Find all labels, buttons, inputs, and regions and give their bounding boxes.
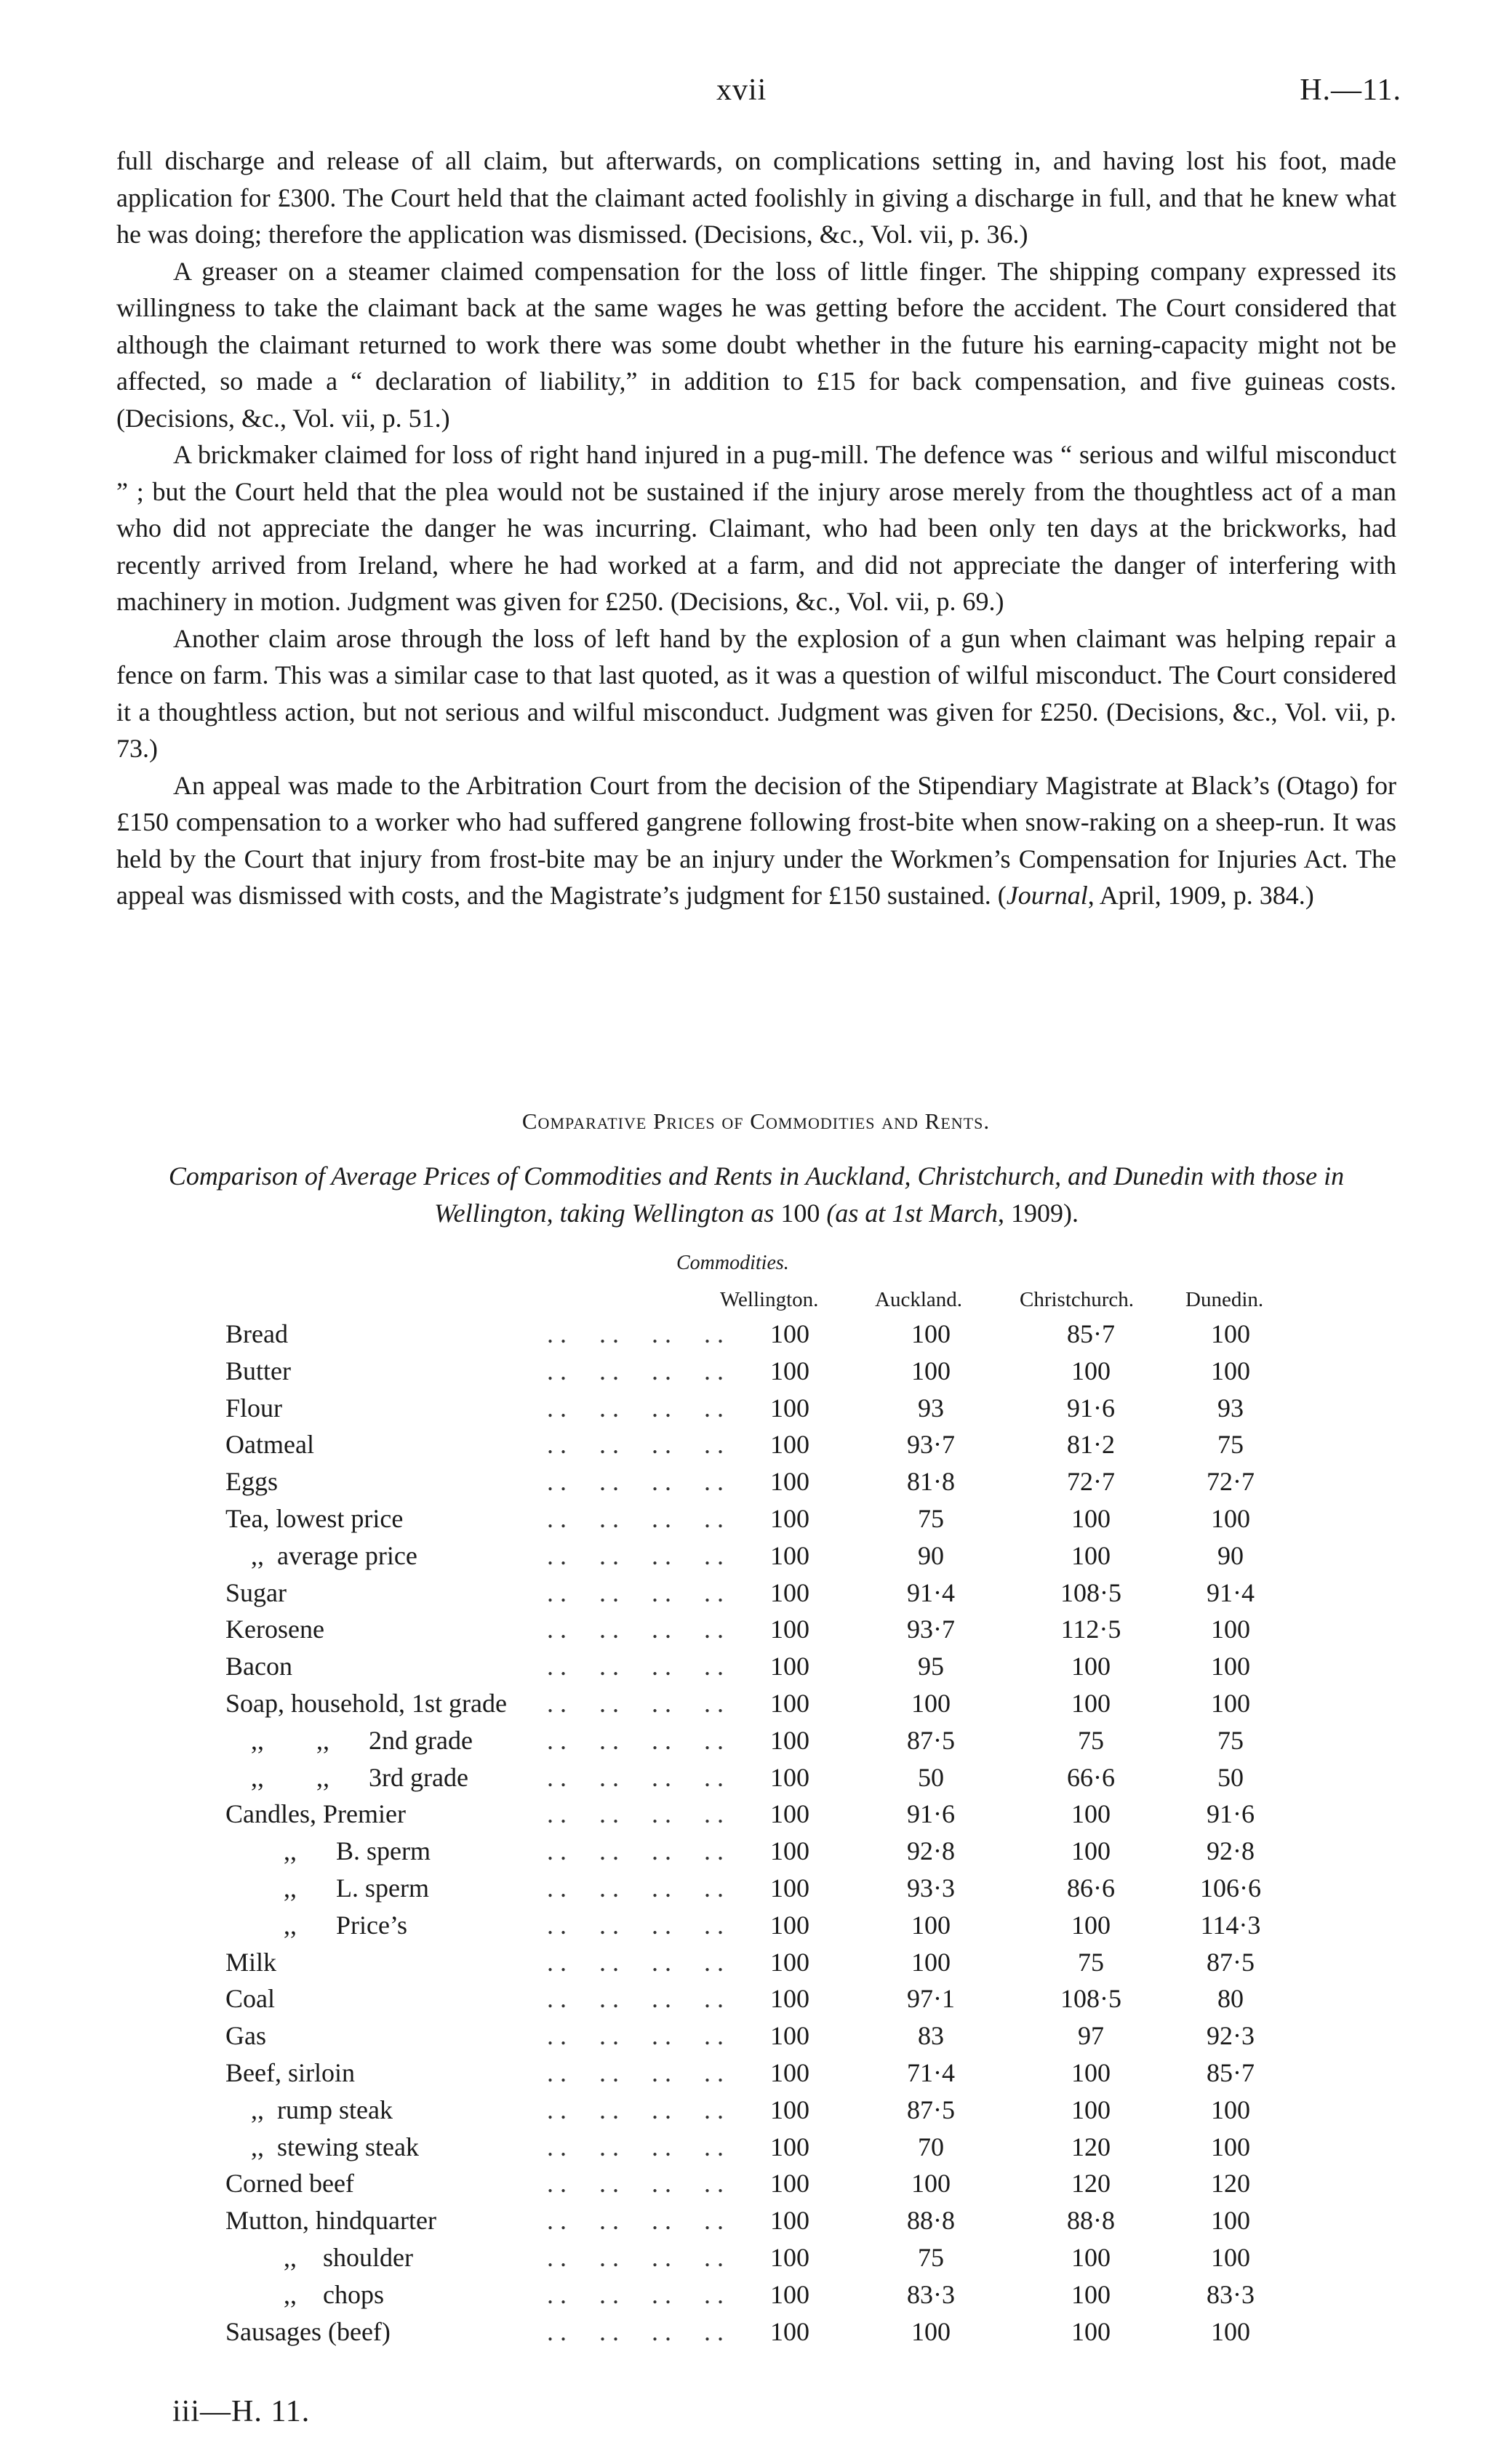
paragraph-1: full discharge and release of all claim, but afterwards, on complications setting in, and having lost his foot, made application for £300. The Court held that the claimant acted foolishly in giving a discharge in full, and that he knew what he was doing; therefore the application was dismissed. (Decisions, &c., Vol. vii, p. 36.) — [116, 146, 1396, 249]
dunedin-value: 100 — [1211, 2243, 1250, 2272]
dunedin-value: 72·7 — [1207, 1467, 1255, 1497]
table-row — [0, 2279, 1512, 2316]
dunedin-value: 100 — [1211, 1652, 1250, 1681]
dot-leader: . . . . . . . . — [547, 2058, 724, 2087]
dot-leader: . . . . . . . . — [547, 2021, 724, 2051]
row-label: Oatmeal — [225, 1430, 314, 1460]
wellington-value: 100 — [770, 1689, 809, 1718]
wellington-value: 100 — [770, 1615, 809, 1644]
christchurch-value: 112·5 — [1060, 1615, 1121, 1644]
dot-leader: . . . . . . . . — [547, 1577, 724, 1607]
dot-leader: . . . . . . . . — [547, 1652, 724, 1681]
row-label: Gas — [225, 2021, 266, 2051]
table-row — [0, 2132, 1512, 2168]
dunedin-value: 100 — [1211, 2095, 1250, 2124]
table-row — [0, 1651, 1512, 1687]
dunedin-value: 92·3 — [1207, 2021, 1255, 2051]
table-row — [0, 2168, 1512, 2204]
row-label: Butter — [225, 1356, 291, 1385]
wellington-value: 100 — [770, 2169, 809, 2199]
table-row — [0, 1983, 1512, 2020]
dunedin-value: 87·5 — [1207, 1947, 1255, 1977]
christchurch-value: 91·6 — [1067, 1393, 1115, 1423]
christchurch-value: 100 — [1071, 1689, 1111, 1718]
auckland-value: 97·1 — [907, 1984, 955, 2014]
dunedin-value: 75 — [1217, 1725, 1244, 1755]
auckland-value: 100 — [911, 2316, 951, 2346]
row-label: ,, rump steak — [251, 2095, 393, 2124]
row-label: Sugar — [225, 1577, 287, 1607]
christchurch-value: 100 — [1071, 1504, 1111, 1533]
dot-leader: . . . . . . . . — [547, 2279, 724, 2309]
subtitle-part-b: (as at — [820, 1199, 892, 1228]
auckland-value: 100 — [911, 2169, 951, 2199]
wellington-value: 100 — [770, 2243, 809, 2272]
auckland-value: 90 — [918, 1540, 944, 1570]
auckland-value: 100 — [911, 1689, 951, 1718]
body-text — [116, 143, 1396, 914]
dunedin-value: 106·6 — [1200, 1873, 1261, 1903]
row-label: ,, stewing steak — [251, 2132, 419, 2161]
table-row — [0, 1503, 1512, 1540]
dot-leader: . . . . . . . . — [547, 1984, 724, 2014]
dunedin-value: 100 — [1211, 1504, 1250, 1533]
dot-leader: . . . . . . . . — [547, 1540, 724, 1570]
christchurch-value: 100 — [1071, 2316, 1111, 2346]
dunedin-value: 91·4 — [1207, 1577, 1255, 1607]
wellington-value: 100 — [770, 1725, 809, 1755]
signature-mark: iii—H. 11. — [172, 2395, 311, 2428]
row-label: ,, shoulder — [284, 2243, 413, 2272]
christchurch-value: 85·7 — [1067, 1319, 1115, 1348]
row-label: Kerosene — [225, 1615, 324, 1644]
christchurch-value: 120 — [1071, 2169, 1111, 2199]
dot-leader: . . . . . . . . — [547, 1725, 724, 1755]
table-row — [0, 1614, 1512, 1650]
christchurch-value: 108·5 — [1060, 1984, 1121, 2014]
dunedin-value: 120 — [1211, 2169, 1250, 2199]
auckland-value: 93·7 — [907, 1615, 955, 1644]
auckland-value: 75 — [918, 2243, 944, 2272]
auckland-value: 100 — [911, 1356, 951, 1385]
table-row — [0, 1947, 1512, 1983]
auckland-value: 87·5 — [907, 2095, 955, 2124]
dunedin-value: 90 — [1217, 1540, 1244, 1570]
auckland-value: 100 — [911, 1910, 951, 1940]
dot-leader: . . . . . . . . — [547, 1873, 724, 1903]
dot-leader: . . . . . . . . — [547, 1762, 724, 1792]
wellington-value: 100 — [770, 1467, 809, 1497]
auckland-value: 93·3 — [907, 1873, 955, 1903]
wellington-value: 100 — [770, 2279, 809, 2309]
auckland-value: 92·8 — [907, 1836, 955, 1866]
dunedin-value: 85·7 — [1207, 2058, 1255, 2087]
christchurch-value: 72·7 — [1067, 1467, 1115, 1497]
table-row — [0, 1466, 1512, 1503]
auckland-value: 91·6 — [907, 1799, 955, 1829]
dot-leader: . . . . . . . . — [547, 1393, 724, 1423]
christchurch-value: 120 — [1071, 2132, 1111, 2161]
table-row — [0, 1836, 1512, 1872]
christchurch-value: 108·5 — [1060, 1577, 1121, 1607]
section-subtitle — [116, 1158, 1396, 1232]
dunedin-value: 100 — [1211, 1615, 1250, 1644]
auckland-value: 83 — [918, 2021, 944, 2051]
row-label: Bread — [225, 1319, 288, 1348]
table-row — [0, 2095, 1512, 2131]
christchurch-value: 66·6 — [1067, 1762, 1115, 1792]
row-label: ,, ,, 3rd grade — [251, 1762, 468, 1792]
dunedin-value: 100 — [1211, 2206, 1250, 2236]
table-row — [0, 1725, 1512, 1761]
christchurch-value: 86·6 — [1067, 1873, 1115, 1903]
wellington-value: 100 — [770, 1947, 809, 1977]
wellington-value: 100 — [770, 1799, 809, 1829]
dunedin-value: 50 — [1217, 1762, 1244, 1792]
dunedin-value: 114·3 — [1200, 1910, 1261, 1940]
wellington-value: 100 — [770, 1873, 809, 1903]
dunedin-value: 80 — [1217, 1984, 1244, 2014]
table-row — [0, 1910, 1512, 1946]
row-label: ,, Price’s — [284, 1910, 407, 1940]
column-header-wellington: Wellington. — [720, 1288, 819, 1311]
row-label: Coal — [225, 1984, 275, 2014]
auckland-value: 81·8 — [907, 1467, 955, 1497]
wellington-value: 100 — [770, 2206, 809, 2236]
document-reference: H.—11. — [1300, 73, 1401, 107]
row-label: Flour — [225, 1393, 283, 1423]
wellington-value: 100 — [770, 2021, 809, 2051]
auckland-value: 100 — [911, 1319, 951, 1348]
wellington-value: 100 — [770, 2316, 809, 2346]
dunedin-value: 100 — [1211, 2316, 1250, 2346]
row-label: Candles, Premier — [225, 1799, 406, 1829]
row-label: Eggs — [225, 1467, 278, 1497]
auckland-value: 87·5 — [907, 1725, 955, 1755]
dot-leader: . . . . . . . . — [547, 1467, 724, 1497]
christchurch-value: 97 — [1078, 2021, 1104, 2051]
dot-leader: . . . . . . . . — [547, 2206, 724, 2236]
dot-leader: . . . . . . . . — [547, 1615, 724, 1644]
auckland-value: 70 — [918, 2132, 944, 2161]
row-label: Mutton, hindquarter — [225, 2206, 436, 2236]
table-caption: Commodities. — [676, 1252, 789, 1274]
auckland-value: 91·4 — [907, 1577, 955, 1607]
section-title: Comparative Prices of Commodities and Rents. — [521, 1108, 991, 1134]
dot-leader: . . . . . . . . — [547, 1356, 724, 1385]
row-label: Milk — [225, 1947, 277, 1977]
table-row — [0, 1393, 1512, 1429]
subtitle-part-c: , 1909). — [998, 1199, 1079, 1228]
wellington-value: 100 — [770, 1652, 809, 1681]
column-header-auckland: Auckland. — [875, 1288, 962, 1311]
table-row — [0, 2205, 1512, 2241]
paragraph-4: Another claim arose through the loss of left hand by the explosion of a gun when claimant was helping repair a fence on farm. This was a similar case to that last quoted, as it was a question of wilful misconduct. The Court considered it a thoughtless action, but not serious and wilful misconduct. Judgment was given for £250. (Decisions, &c., Vol. vii, p. 73.) — [116, 623, 1396, 763]
table-row — [0, 2020, 1512, 2057]
wellington-value: 100 — [770, 1504, 809, 1533]
table-row — [0, 1429, 1512, 1465]
dot-leader: . . . . . . . . — [547, 1799, 724, 1829]
table-row — [0, 2316, 1512, 2353]
dot-leader: . . . . . . . . — [547, 1947, 724, 1977]
dunedin-value: 100 — [1211, 2132, 1250, 2161]
dot-leader: . . . . . . . . — [547, 2132, 724, 2161]
row-label: ,, ,, 2nd grade — [251, 1725, 473, 1755]
christchurch-value: 100 — [1071, 1799, 1111, 1829]
dot-leader: . . . . . . . . — [547, 2169, 724, 2199]
row-label: ,, average price — [251, 1540, 417, 1570]
subtitle-date: 1st March — [892, 1199, 998, 1228]
dot-leader: . . . . . . . . — [547, 1836, 724, 1866]
auckland-value: 95 — [918, 1652, 944, 1681]
christchurch-value: 88·8 — [1067, 2206, 1115, 2236]
christchurch-value: 100 — [1071, 1652, 1111, 1681]
table-row — [0, 1688, 1512, 1724]
journal-citation: Journal — [1006, 881, 1088, 910]
wellington-value: 100 — [770, 1836, 809, 1866]
citation-tail: , April, 1909, p. 384.) — [1087, 881, 1314, 910]
dot-leader: . . . . . . . . — [547, 1319, 724, 1348]
wellington-value: 100 — [770, 1762, 809, 1792]
column-header-christchurch: Christchurch. — [1020, 1288, 1135, 1311]
dot-leader: . . . . . . . . — [547, 1689, 724, 1718]
table-row — [0, 1799, 1512, 1835]
table-row — [0, 1319, 1512, 1355]
wellington-value: 100 — [770, 2132, 809, 2161]
row-label: Corned beef — [225, 2169, 354, 2199]
wellington-value: 100 — [770, 2058, 809, 2087]
wellington-value: 100 — [770, 1319, 809, 1348]
table-row — [0, 1540, 1512, 1577]
row-label: ,, B. sperm — [284, 1836, 431, 1866]
paragraph-5 — [116, 767, 1396, 914]
auckland-value: 100 — [911, 1947, 951, 1977]
row-label: ,, chops — [284, 2279, 384, 2309]
column-header-dunedin: Dunedin. — [1185, 1288, 1264, 1311]
table-row — [0, 1873, 1512, 1909]
dunedin-value: 92·8 — [1207, 1836, 1255, 1866]
dot-leader: . . . . . . . . — [547, 2243, 724, 2272]
auckland-value: 50 — [918, 1762, 944, 1792]
dot-leader: . . . . . . . . — [547, 2095, 724, 2124]
dot-leader: . . . . . . . . — [547, 1430, 724, 1460]
christchurch-value: 75 — [1078, 1725, 1104, 1755]
auckland-value: 88·8 — [907, 2206, 955, 2236]
wellington-value: 100 — [770, 1430, 809, 1460]
paragraph-3: A brickmaker claimed for loss of right hand injured in a pug-mill. The defence was “ serious and wilful misconduct ” ; but the Court held that the plea would not be sustained if the injury arose merely from the thoughtless act of a man who did not appreciate the danger he was incurring. Claimant, who had been only ten days at the brickworks, had recently arrived from Ireland, where he had worked at a farm, and did not appreciate the danger of interfering with machinery in motion. Judgment was given for £250. (Decisions, &c., Vol. vii, p. 69.) — [116, 440, 1396, 616]
wellington-value: 100 — [770, 1577, 809, 1607]
wellington-value: 100 — [770, 1393, 809, 1423]
dunedin-value: 91·6 — [1207, 1799, 1255, 1829]
table-row — [0, 1356, 1512, 1392]
wellington-value: 100 — [770, 1356, 809, 1385]
wellington-value: 100 — [770, 1910, 809, 1940]
wellington-value: 100 — [770, 1540, 809, 1570]
christchurch-value: 81·2 — [1067, 1430, 1115, 1460]
auckland-value: 83·3 — [907, 2279, 955, 2309]
row-label: Soap, household, 1st grade — [225, 1689, 507, 1718]
christchurch-value: 100 — [1071, 2279, 1111, 2309]
auckland-value: 93·7 — [907, 1430, 955, 1460]
christchurch-value: 100 — [1071, 1356, 1111, 1385]
christchurch-value: 100 — [1071, 1910, 1111, 1940]
wellington-value: 100 — [770, 2095, 809, 2124]
christchurch-value: 75 — [1078, 1947, 1104, 1977]
dot-leader: . . . . . . . . — [547, 1910, 724, 1940]
row-label: Beef, sirloin — [225, 2058, 355, 2087]
paragraph-2: A greaser on a steamer claimed compensation for the loss of little finger. The shipping company expressed its willingness to take the claimant back at the same wages he was getting before the accident. The Court considered that although the claimant returned to work there was some doubt whether in the future his earning-capacity might not be affected, so made a “ declaration of liability,” in addition to £15 for back compensation, and five guineas costs. (Decisions, &c., Vol. vii, p. 51.) — [116, 256, 1396, 433]
paragraph-5-text: An appeal was made to the Arbitration Court from the decision of the Stipendiary Magistrate at Black’s (Otago) for £150 compensation to a worker who had suffered gangrene following frost-bite when snow-raking on a sheep-run. It was held by the Court that injury from frost-bite may be an injury under the Workmen’s Compensation for Injuries Act. The appeal was dismissed with costs, and the Magistrate’s judgment for £150 sustained. ( — [116, 770, 1396, 910]
christchurch-value: 100 — [1071, 1836, 1111, 1866]
dunedin-value: 83·3 — [1207, 2279, 1255, 2309]
dunedin-value: 100 — [1211, 1689, 1250, 1718]
table-row — [0, 2242, 1512, 2279]
row-label: Bacon — [225, 1652, 292, 1681]
auckland-value: 93 — [918, 1393, 944, 1423]
table-row — [0, 1762, 1512, 1799]
row-label: ,, L. sperm — [284, 1873, 429, 1903]
christchurch-value: 100 — [1071, 2058, 1111, 2087]
row-label: Tea, lowest price — [225, 1504, 404, 1533]
auckland-value: 71·4 — [907, 2058, 955, 2087]
wellington-value: 100 — [770, 1984, 809, 2014]
row-label: Sausages (beef) — [225, 2316, 391, 2346]
dunedin-value: 75 — [1217, 1430, 1244, 1460]
dunedin-value: 93 — [1217, 1393, 1244, 1423]
christchurch-value: 100 — [1071, 1540, 1111, 1570]
christchurch-value: 100 — [1071, 2095, 1111, 2124]
page-number: xvii — [716, 73, 767, 107]
subtitle-part-a: Comparison of Average Prices of Commodities and Rents in Auckland, Christchurch, and Dunedin with those in Wellington, taking Wellington as — [168, 1161, 1345, 1228]
subtitle-number: 100 — [780, 1199, 820, 1228]
dot-leader: . . . . . . . . — [547, 1504, 724, 1533]
table-row — [0, 1577, 1512, 1614]
dunedin-value: 100 — [1211, 1319, 1250, 1348]
dunedin-value: 100 — [1211, 1356, 1250, 1385]
dot-leader: . . . . . . . . — [547, 2316, 724, 2346]
auckland-value: 75 — [918, 1504, 944, 1533]
table-row — [0, 2057, 1512, 2094]
christchurch-value: 100 — [1071, 2243, 1111, 2272]
